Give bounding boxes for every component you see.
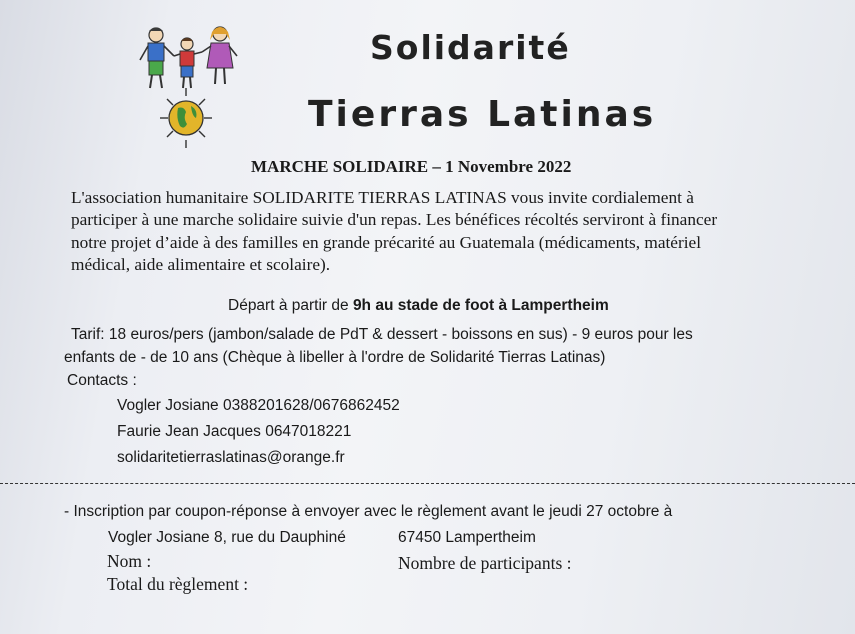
sun-globe-icon: [160, 88, 212, 148]
registration-instructions: - Inscription par coupon-réponse à envoyer avec le règlement avant le jeudi 27 octobre à: [64, 503, 673, 520]
child-figure-middle: [174, 38, 202, 88]
brand-title-line1: Solidarité: [370, 28, 571, 67]
departure-time-place: 9h au stade de foot à Lampertheim: [352, 297, 609, 314]
brand-title-line2: Tierras Latinas: [308, 94, 657, 135]
contact-email: solidaritetierraslatinas@orange.fr: [117, 449, 345, 466]
intro-paragraph: [71, 187, 791, 277]
total-payment-field-label: Total du règlement :: [107, 574, 249, 594]
mailing-postcode-city: 67450 Lampertheim: [398, 529, 536, 546]
cut-here-dashed-line: [0, 483, 855, 484]
contact-josiane: Vogler Josiane 0388201628/0676862452: [117, 397, 400, 414]
participants-field-label: Nombre de participants :: [398, 553, 572, 573]
tariff-line: Tarif: 18 euros/pers (jambon/salade de PdT & dessert - boissons en sus) - 9 euros pour les: [71, 326, 693, 343]
intro-line: L'association humanitaire SOLIDARITE TIERRAS LATINAS vous invite cordialement à: [71, 188, 694, 207]
intro-line: notre projet d’aide à des familles en grande précarité au Guatemala (médicaments, matériel: [71, 232, 701, 252]
mailing-address: Vogler Josiane 8, rue du Dauphiné: [108, 529, 346, 546]
tariff-line: enfants de - de 10 ans (Chèque à libeller à l'ordre de Solidarité Tierras Latinas): [64, 349, 606, 366]
intro-line: médical, aide alimentaire et scolaire).: [71, 255, 331, 275]
event-title: MARCHE SOLIDAIRE – 1 Novembre 2022: [251, 157, 572, 176]
departure-info: [228, 297, 609, 315]
kids-globe-logo: [134, 22, 254, 152]
intro-line: participer à une marche solidaire suivie d'un repas. Les bénéfices récoltés serviront à financer: [71, 210, 718, 230]
departure-prefix: Départ à partir de: [228, 297, 353, 314]
tariff-info: [64, 323, 831, 369]
name-field-label: Nom :: [107, 551, 152, 571]
child-figure-right: [202, 27, 237, 84]
child-figure-left: [140, 28, 174, 89]
contact-jean-jacques: Faurie Jean Jacques 0647018221: [117, 423, 352, 440]
contacts-label: Contacts :: [67, 372, 137, 389]
